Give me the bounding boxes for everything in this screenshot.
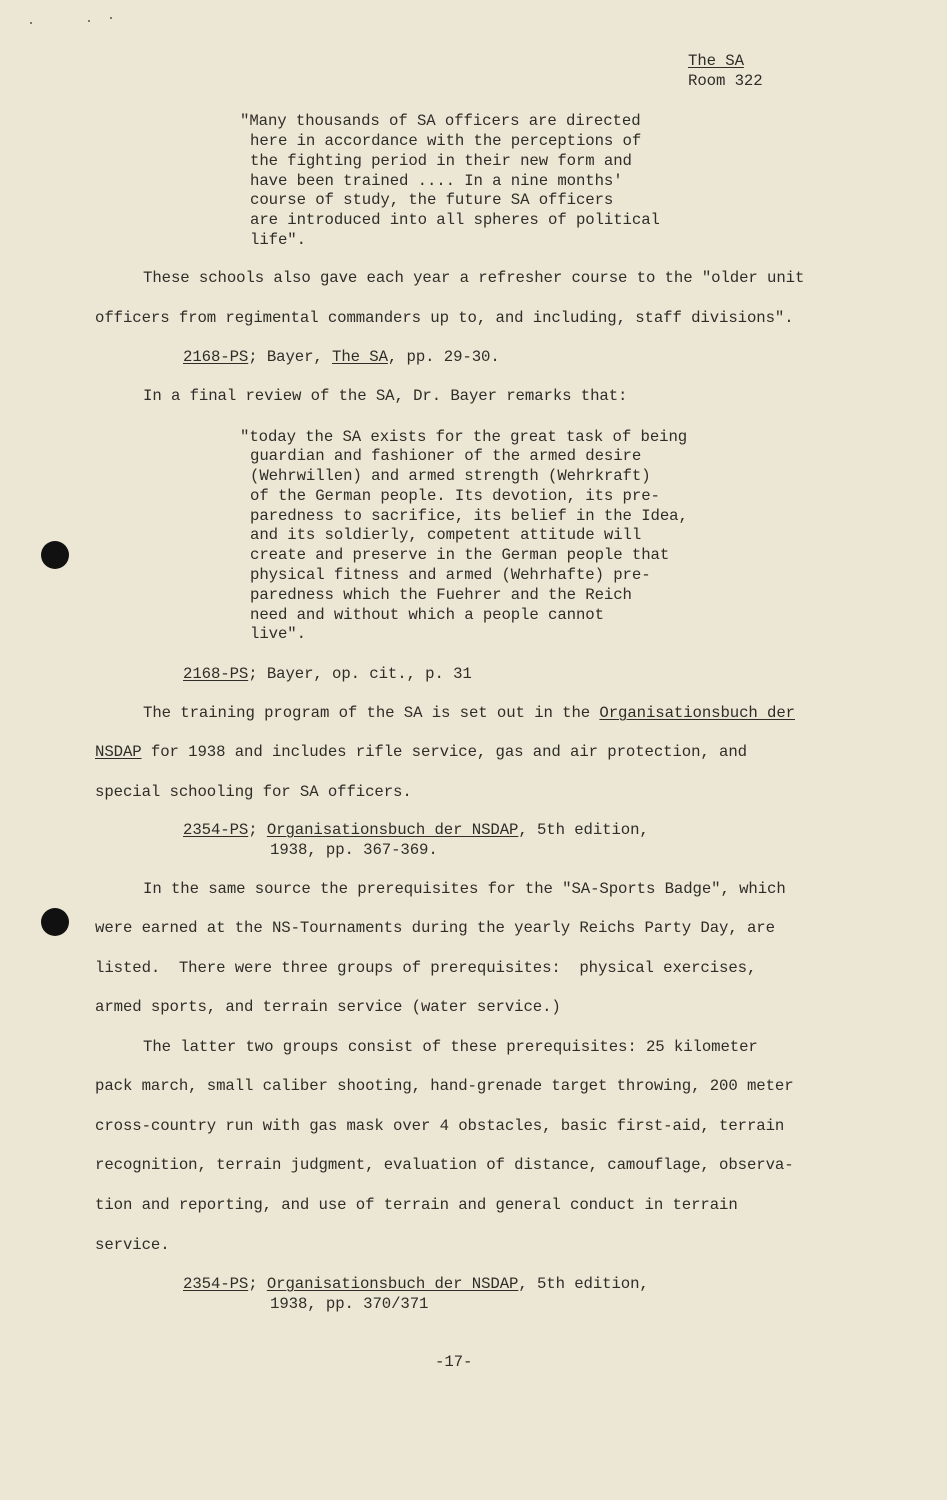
quote2-line: physical fitness and armed (Wehrhafte) pre- (250, 566, 651, 584)
paragraph-line (95, 743, 747, 761)
paragraph-line: were earned at the NS-Tournaments during the yearly Reichs Party Day, are (95, 919, 775, 937)
header-room: Room 322 (688, 72, 763, 90)
quote2-line: of the German people. Its devotion, its pre- (250, 487, 660, 505)
citation-text: , 5th edition, (518, 821, 649, 839)
punch-hole (41, 908, 69, 936)
paragraph-line: In the same source the prerequisites for the "SA-Sports Badge", which (143, 880, 786, 898)
citation-text: ; (248, 821, 267, 839)
paragraph-line: The latter two groups consist of these prerequisites: 25 kilometer (143, 1038, 758, 1056)
citation-text: ; Bayer, (248, 348, 333, 366)
citation-line2: 1938, pp. 370/371 (270, 1295, 429, 1313)
paragraph-line: tion and reporting, and use of terrain and general conduct in terrain (95, 1196, 738, 1214)
citation-title: The SA (332, 348, 388, 366)
citation-text: , pp. 29-30. (387, 348, 500, 366)
citation-doc: 2354-PS (183, 821, 249, 839)
quote2-line: need and without which a people cannot (250, 606, 604, 624)
paragraph-line: armed sports, and terrain service (water service.) (95, 998, 561, 1016)
paragraph-line: cross-country run with gas mask over 4 obstacles, basic first-aid, terrain (95, 1117, 785, 1135)
paragraph-line (143, 704, 795, 722)
quote2-line: and its soldierly, competent attitude will (250, 526, 642, 544)
quote1-line: course of study, the future SA officers (250, 191, 614, 209)
citation-title: Organisationsbuch der NSDAP (266, 821, 519, 839)
citation-doc: 2168-PS (183, 348, 249, 366)
paper-speck (30, 22, 32, 24)
paper-speck (110, 17, 112, 19)
quote2-line: (Wehrwillen) and armed strength (Wehrkraft) (250, 467, 651, 485)
paragraph-line: special schooling for SA officers. (95, 783, 412, 801)
quote1-line: life". (250, 231, 306, 249)
paper-speck (88, 20, 90, 22)
paragraph-line: These schools also gave each year a refresher course to the "older unit (143, 269, 805, 287)
citation-text: ; Bayer, op. cit., p. 31 (248, 665, 472, 683)
paragraph-line: recognition, terrain judgment, evaluation of distance, camouflage, observa- (95, 1156, 794, 1174)
paragraph-line: officers from regimental commanders up to, and including, staff divisions". (95, 309, 794, 327)
quote2-line: create and preserve in the German people that (250, 546, 670, 564)
quote1-line: the fighting period in their new form and (250, 152, 632, 170)
citation-doc: 2168-PS (183, 665, 249, 683)
quote1-line: have been trained .... In a nine months' (250, 172, 623, 190)
paragraph-line: service. (95, 1236, 170, 1254)
quote2-line: "today the SA exists for the great task of being (240, 428, 688, 446)
citation-text: ; (248, 1275, 267, 1293)
citation-doc: 2354-PS (183, 1275, 249, 1293)
citation-title: Organisationsbuch der NSDAP (266, 1275, 519, 1293)
punch-hole (41, 541, 69, 569)
citation (183, 665, 472, 683)
quote1-line: here in accordance with the perceptions of (250, 132, 642, 150)
paragraph-text: for 1938 and includes rifle service, gas and air protection, and (141, 743, 747, 761)
quote2-line: guardian and fashioner of the armed desire (250, 447, 642, 465)
book-title: Organisationsbuch der (599, 704, 795, 722)
paragraph-line: In a final review of the SA, Dr. Bayer remarks that: (143, 387, 628, 405)
quote1-line: "Many thousands of SA officers are directed (240, 112, 641, 130)
page-number: -17- (435, 1353, 473, 1371)
quote2-line: live". (250, 625, 306, 643)
quote2-line: paredness which the Fuehrer and the Reich (250, 586, 632, 604)
paragraph-text: The training program of the SA is set out in the (143, 704, 600, 722)
citation (183, 348, 500, 366)
paragraph-line: pack march, small caliber shooting, hand-grenade target throwing, 200 meter (95, 1077, 794, 1095)
quote2-line: paredness to sacrifice, its belief in the Idea, (250, 507, 688, 525)
citation-line2: 1938, pp. 367-369. (270, 841, 438, 859)
citation (183, 821, 649, 839)
citation (183, 1275, 649, 1293)
book-title: NSDAP (95, 743, 142, 761)
paragraph-line: listed. There were three groups of prerequisites: physical exercises, (95, 959, 757, 977)
header-title: The SA (688, 52, 744, 70)
quote1-line: are introduced into all spheres of political (250, 211, 660, 229)
citation-text: , 5th edition, (518, 1275, 649, 1293)
